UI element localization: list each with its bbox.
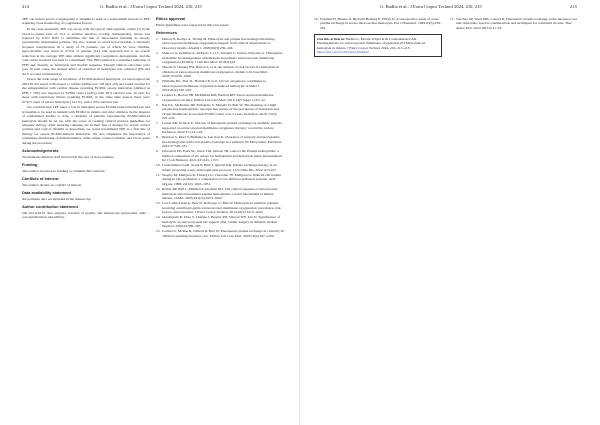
reference-text: Rother RP, Bell L, Hillmen P, Gladwin MT. The clinical sequelae of intravascular hemolysis and extracellular plasma hemoglobin: a novel mechanism of human disease. JAMA. 2005;293(13):1653–1662. bbox=[162, 187, 278, 200]
reference-item bbox=[156, 37, 284, 50]
right-page-number: 215 bbox=[570, 4, 577, 9]
reference-item bbox=[156, 201, 284, 214]
left-running-title: G. Budha et al.: J Extra Corpor Technol 2024, 216, 215 bbox=[100, 4, 202, 9]
body-paragraph: TPE can induce severe coagulopathy if albumin is used as a replacement instead of FFP, requiring close monitoring of coagulation factors. bbox=[22, 17, 150, 26]
section-text: GB and KM-W data analysis, creation of graphs, and manuscript preparation. ARC – conceptualization and editing. bbox=[22, 210, 150, 220]
left-page-number: 214 bbox=[22, 4, 29, 9]
reference-text: Okochi Y, Cheung EW, Barton S, et al. An analysis of risk factors for hemolysis in children on extracorporeal membrane oxygenation. Pediatr Crit Care Med. 2018;19:1059–1066. bbox=[162, 65, 279, 79]
reference-item bbox=[156, 229, 284, 238]
reference-item bbox=[156, 215, 284, 228]
reference-text: Gilvanovi EE, Eaks SL, Snow TM, Allison TR, Genovi JR. Plasma hemoglobin: a method comparison of six assays for hemoglobin and hemolysis index measurement. Int J Lab Hematol. 2021;43:1145–1153. bbox=[162, 149, 283, 163]
reference-text: Williams DC, Turi JL, Hornik CP, et al. Circuit oxygenator contributes to extracorporeal membrane oxygenation-induced hemolysis. ASAIO J. 2015;61(2):190–195. bbox=[162, 79, 266, 93]
reference-number: 6. bbox=[156, 102, 159, 107]
references-heading: References bbox=[156, 30, 177, 36]
reference-number: 17. bbox=[450, 17, 455, 21]
end-sections bbox=[22, 149, 150, 220]
reference-list-left bbox=[156, 37, 284, 238]
body-paragraph: We conclude that TPE plays a role in managing severe ECMO-induced hemolysis and is feasible to be used in tandem with ECMO in infants and older children. In the absence of randomized studies to date, a database of patients experiencing ECMO-induced hemolysis should be set up, with the scope of creating clinical practice guidelines for adequate therapy. After ensuring cannulae are in their line of therapy for severe control position and void of thrombi or deposition, we could recommend TPE as a first line of therapy for severe ECMO-induced hemolysis. We also emphasize the importance of continuous monitoring of hemodynamics, urine output, ionized calcium, and blood gases during the procedure. bbox=[22, 105, 150, 145]
body-paragraph: Given the wide range of incidence of ECMO-induced hemolysis, we interrogated the 2023 ELSO report with respect to infants (defined as <28 days old) and found out that for the subpopulation with cardiac disease requiring ECMO, severe hemolysis (defined as PFH > 100) was reported in 54/366 cases (14.8%) with 28% survival rate. In turn, for those with respiratory illness requiring ECMO, in the same time period, there were 67/475 cases of severe hemolysis (14.1%), with a 43% survival rate. bbox=[22, 77, 150, 104]
reference-item bbox=[156, 121, 284, 134]
reference-number: 10. bbox=[156, 163, 161, 168]
reference-text: Pan KC, McKenzie DP, Pellegrino V, Murphy D, Butt W. The meaning of a high plasma free haemoglobin: retrospective review of the prevalence of hemolysis and circuit thrombosis in an adult ECMO centre over 5 years. Perfusion. 2016; 31(3): 223–231. bbox=[162, 102, 280, 121]
cite-box bbox=[314, 34, 442, 57]
left-column-2 bbox=[156, 17, 284, 239]
section-text: The authors received no funding to complete this research. bbox=[22, 168, 106, 173]
reference-item bbox=[450, 17, 578, 30]
reference-text: Constantinescu AR, South P, Blair J, Qherwi RR. Plasma exchange therapy in an infant: proposing a new anticoagulation protocol. J Urol Res Dis. 2022; 07:1247. bbox=[162, 163, 277, 172]
section-heading: Funding bbox=[22, 161, 38, 167]
reference-text: Dalton N, Radlyo A, Thomg M. Hemolysis and plasma free hemoglobin during extracorporeal membrane oxygenation support: from clinical implications to laboratory details. ASAIO J. 2020;66(3):239–246. bbox=[162, 37, 275, 50]
right-running-title: G. Budha et al.: J Extra Corpor Technol 2024, 216, 215 bbox=[380, 4, 482, 9]
reference-number: 8. bbox=[156, 135, 159, 140]
reference-number: 14. bbox=[156, 215, 161, 220]
reference-text: Lou S, MacLaren G, Best D, Delzoppo C, Butt W. Hemolysis in pediatric patients receiving centrifugal-pump extracorporeal membrane oxygenation: prevalence, risk factors, and outcomes. J Extra Corpor Technol. 2014;42(5):1213–1220. bbox=[162, 201, 281, 215]
reference-item bbox=[156, 79, 284, 92]
section-text: We thank the Medical staff involved in the care of those patients. bbox=[22, 154, 115, 159]
reference-item bbox=[156, 187, 284, 200]
section-heading: Author contribution statement bbox=[22, 203, 78, 209]
reference-text: Fosdund H, Bruene O, Bjornell-Holberg E, Filbey D. A retrospective study of acute plasma exchange in severe intravascular hemolysis. Eur J Haematol. 1999;63(5):259–261. bbox=[320, 17, 442, 30]
reference-item bbox=[156, 51, 284, 64]
reference-number: 12. bbox=[156, 187, 161, 192]
reference-number: 15. bbox=[156, 229, 161, 234]
reference-item bbox=[156, 173, 284, 186]
reference-item bbox=[156, 103, 284, 121]
reference-item bbox=[156, 163, 284, 172]
body-paragraphs bbox=[22, 17, 150, 145]
section-heading: Acknowledgements bbox=[22, 147, 59, 153]
cite-label: Cite this article as: bbox=[316, 36, 346, 41]
section-text: All pertinent data are included in the manuscript. bbox=[22, 196, 92, 201]
reference-text: Skopby M, Mellgren K, Friberg LG, Chevalier JY, Mellgren G. Induced cell trauma during in vitro perfusion: a comparison of two different perfusion systems. Artif Organs. 1998; 22(12): 1045–1051. bbox=[162, 173, 281, 186]
reference-item bbox=[156, 149, 284, 162]
reference-number: 11. bbox=[156, 173, 161, 178]
reference-item bbox=[156, 135, 284, 148]
reference-text: Lerner RK, Pollack U. The use of therapeutic plasma exchange for pediatric patients supported on extracorporeal membrane oxygenator therapy: a narrative review. Perfusion. 2022;37:113–122. bbox=[162, 121, 282, 135]
reference-number: 3. bbox=[156, 65, 159, 70]
reference-number: 13. bbox=[156, 201, 161, 206]
reference-text: Shakoor A, Zeidman A, DeFazio J, Li L, Seunent C, Garber-Chiwelie A. Therapeutic modalities for management of hemolysis in pediatric extracorporeal membrane oxygenation (ECMO). J Clin Res Med. 2018;3(3):6. bbox=[162, 51, 283, 64]
reference-item bbox=[314, 17, 442, 30]
reference-text: Lequier L, Horton SB, McMullan DM, Bartlett RH. Extracorporeal membrane oxygenation circuitry. Pediatr Crit Care Med. 2013;14(5 Suppl 1):S7–12. bbox=[162, 93, 274, 102]
reference-text: Gbadegesin R, Zhao S, Charpie J, Brophy PD, Smoyer WE, Lin JJ. Significance of hemolysis on extracorporeal life support after cardiac surgery in children. Pediatr Nephrol. 2009;24:589–595. bbox=[162, 215, 280, 229]
reference-list-right-2 bbox=[450, 17, 578, 30]
right-column-2 bbox=[450, 17, 578, 31]
reference-number: 9. bbox=[156, 149, 159, 154]
ethics-heading: Ethics approval bbox=[156, 16, 185, 21]
right-page bbox=[300, 0, 600, 425]
body-paragraph: In the cases presented, TPE was set up with the typical anticoagulant, citrate [7] in the blood-to-citrate ratio of 15:1 to achieve interface scoring. Subsequently, citrate was replaced by 0.9% NaCl to minimize the risk of intracranial bleeding in already systemically heparinized patients. We also wanted to avoid hypocalcemia, a relatively frequent complication. In a study of 76 patients, out of which 53 were children, hypocalcemia was noted in 27.6% of patients [14]. Our approach led to an overall reduction in the average TPE time without significant coagulation derangement, and the total citrate received was kept to a minimum. The TPE resulted in a sustained reduction of PFH and, thereby, in hemolysis and morbid sequelae. Though clinical outcomes were poor in both cases, the desired effect of reduction in hemolysis was achieved (Hb and ACT accrued continuously). bbox=[22, 27, 150, 76]
section-heading: Data availability statement bbox=[22, 189, 71, 195]
cite-text: Budha G, Morris-Whyte K & Constantinescu AR. Plasmapheresis for extracorporeal membrane oxygenation (ECMO)-induced hemolysis in infants. J Extra Corpor Technol 2024, 216, 213–215. bbox=[316, 36, 426, 50]
reference-text: Sanchez AP, Ward DM, Cunard R. Therapeutic plasma exchange in the intensive care unit: Rationale, special considerations and techniques for combined circuits. Ther Apher Dial. 2022;26(S1):41–52. bbox=[456, 17, 578, 30]
section-text: The authors declare no conflict of interest. bbox=[22, 182, 83, 187]
reference-item bbox=[156, 65, 284, 78]
reference-number: 7. bbox=[156, 121, 159, 126]
reference-text: Houston S, Patel S, Badheka A, Lee-Son K. Clearance of severely elevated plasma free hemoglobin with total plasma exchange in a pediatric ECMO patient. Perfusion. 2022;37:528–531. bbox=[162, 135, 283, 149]
section-heading: Conflicts of interest bbox=[22, 175, 59, 181]
reference-number: 1. bbox=[156, 37, 159, 42]
reference-list-right-1 bbox=[314, 17, 442, 30]
reference-number: 2. bbox=[156, 51, 159, 56]
reference-item bbox=[156, 93, 284, 102]
left-column-1 bbox=[22, 17, 150, 221]
ethics-text: Ethics guidelines were respected in this case report. bbox=[156, 22, 230, 27]
reference-text: Cortina G, McRae R, Chiletti R, Butt W. Therapeutic plasma exchange in critically ill children requiring intensive care. Pediatr Crit Care Med. 2018;19(2):e97–e104. bbox=[162, 229, 284, 238]
doi-link[interactable]: https://doi.org/10.1051/ject/2024032 bbox=[316, 50, 369, 55]
reference-number: 16. bbox=[314, 17, 319, 21]
right-column-1 bbox=[314, 17, 442, 57]
reference-number: 5. bbox=[156, 93, 159, 98]
reference-number: 4. bbox=[156, 79, 159, 84]
